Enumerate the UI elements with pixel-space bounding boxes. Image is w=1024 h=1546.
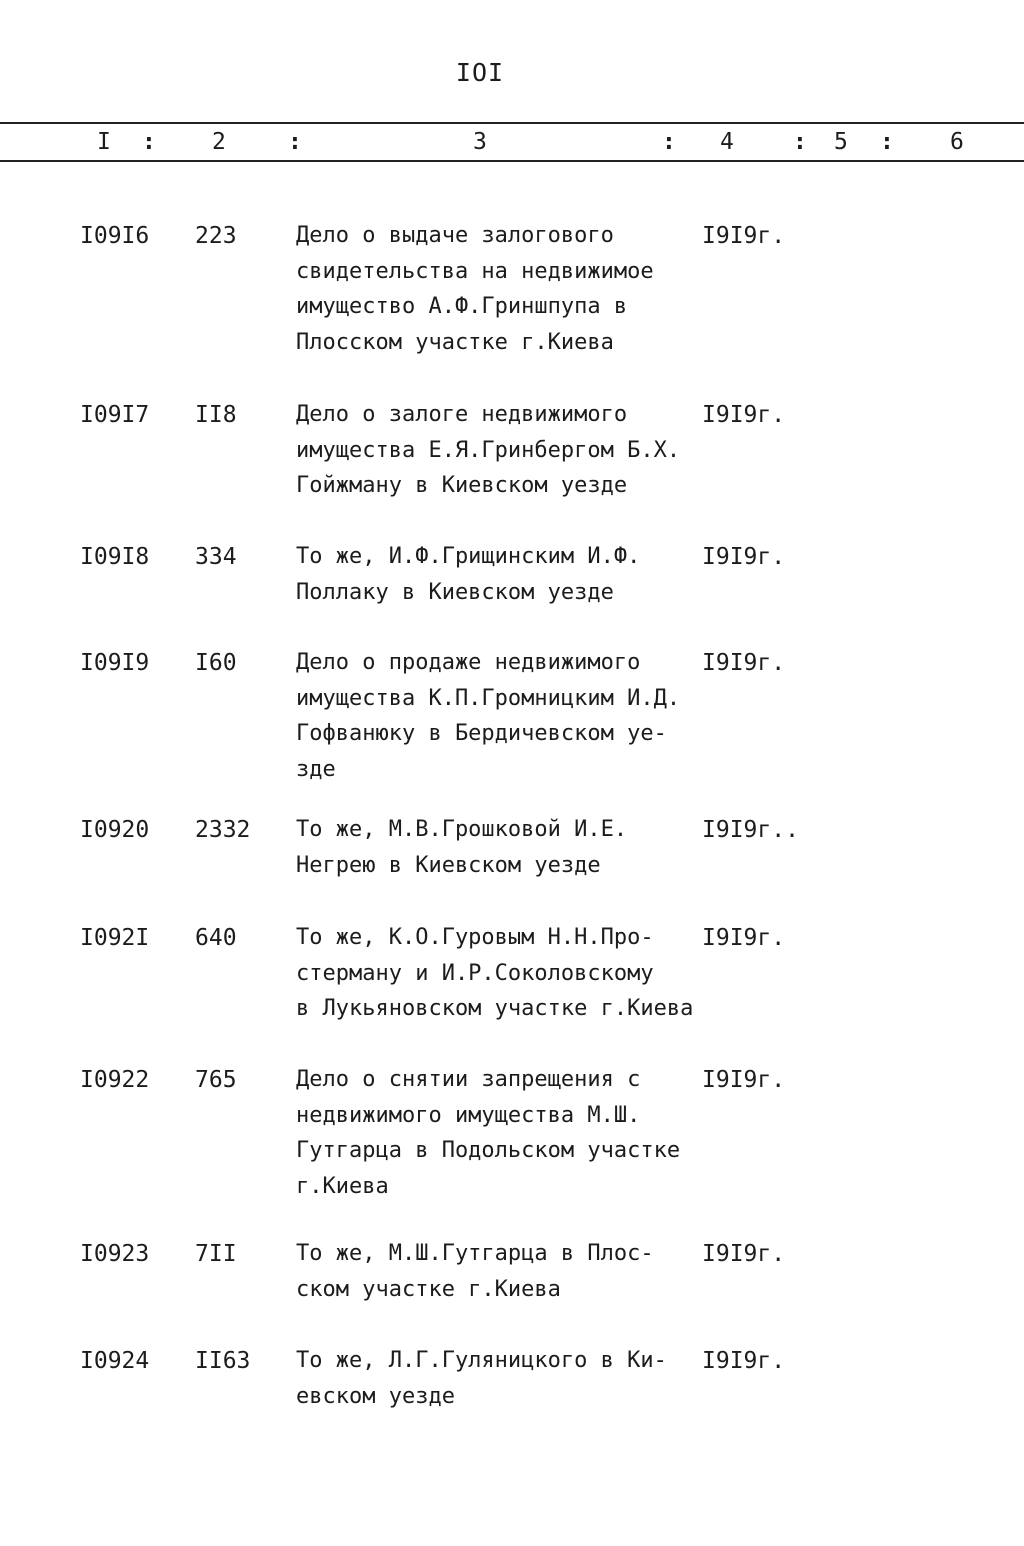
entry-sheet: 223 — [195, 223, 237, 249]
description-line: Дело о продаже недвижимого — [296, 650, 641, 675]
column-header-2: 2 — [212, 129, 226, 155]
description-line: Дело о снятии запрещения с — [296, 1067, 641, 1092]
page-number: IOI — [455, 58, 505, 87]
entry-year: I9I9г. — [702, 1348, 786, 1374]
description-line: Поллаку в Киевском уезде — [296, 579, 614, 605]
description-line: Гойжману в Киевском уезде — [296, 473, 628, 498]
description-line: имущества Е.Я.Гринбергом Б.Х. — [296, 437, 681, 463]
entry-sheet: 7II — [195, 1241, 237, 1267]
column-header-6: 6 — [950, 129, 964, 155]
description-line: зде — [296, 756, 336, 782]
entry-description — [296, 645, 716, 787]
entry-description — [296, 218, 716, 360]
entry-year: I9I9г. — [702, 1241, 786, 1267]
description-line: в Лукьяновском участке г.Киева — [296, 996, 694, 1021]
column-header-4: 4 — [720, 129, 734, 155]
description-line: Гутгарца в Подольском участке — [296, 1138, 681, 1163]
entry-year: I9I9г. — [702, 544, 786, 570]
entry-description — [296, 812, 716, 883]
description-line: То же, К.О.Гуровым Н.Н.Про- — [296, 925, 654, 950]
entry-description — [296, 397, 716, 504]
column-separator: : — [793, 129, 807, 155]
entry-sheet: 765 — [195, 1067, 237, 1093]
entry-number: I0922 — [80, 1067, 150, 1093]
description-line: То же, Л.Г.Гуляницкого в Ки- — [296, 1348, 667, 1373]
entry-sheet: 334 — [195, 544, 237, 570]
column-header-3: 3 — [473, 129, 487, 155]
description-line: Дело о выдаче залогового — [296, 223, 614, 248]
entry-number: I09I8 — [80, 544, 150, 570]
entry-description — [296, 920, 716, 1027]
entry-number: I09I6 — [80, 223, 150, 249]
entry-year: I9I9г. — [702, 1067, 786, 1093]
entry-year: I9I9г. — [702, 402, 786, 428]
description-line: То же, М.В.Грошковой И.Е. — [296, 817, 628, 842]
entry-sheet: 640 — [195, 925, 237, 951]
entry-description — [296, 1343, 716, 1414]
entry-sheet: 2332 — [195, 817, 251, 843]
entry-number: I09I7 — [80, 402, 150, 428]
header-top-rule — [0, 122, 1024, 124]
header-bottom-rule — [0, 160, 1024, 162]
description-line: стерману и И.Р.Соколовскому — [296, 960, 654, 986]
entry-number: I0920 — [80, 817, 150, 843]
entry-sheet: I60 — [195, 650, 237, 676]
description-line: г.Киева — [296, 1173, 389, 1199]
entry-year: I9I9г. — [702, 925, 786, 951]
entry-description — [296, 1062, 716, 1204]
entry-number: I0923 — [80, 1241, 150, 1267]
description-line: недвижимого имущества М.Ш. — [296, 1102, 641, 1128]
description-line: Негрею в Киевском уезде — [296, 852, 601, 878]
description-line: Дело о залоге недвижимого — [296, 402, 628, 427]
entry-description — [296, 539, 716, 610]
entry-number: I09I9 — [80, 650, 150, 676]
entry-number: I0924 — [80, 1348, 150, 1374]
entry-description — [296, 1236, 716, 1307]
description-line: То же, И.Ф.Грищинским И.Ф. — [296, 544, 641, 569]
description-line: ском участке г.Киева — [296, 1276, 561, 1302]
entry-number: I092I — [80, 925, 150, 951]
description-line: евском уезде — [296, 1383, 455, 1409]
column-separator: : — [288, 129, 302, 155]
column-header-5: 5 — [834, 129, 848, 155]
entry-year: I9I9г. — [702, 650, 786, 676]
column-separator: : — [142, 129, 156, 155]
description-line: Гофванюку в Бердичевском уе- — [296, 721, 667, 746]
entry-sheet: II63 — [195, 1348, 251, 1374]
description-line: То же, М.Ш.Гутгарца в Плос- — [296, 1241, 654, 1266]
description-line: Плосском участке г.Киева — [296, 329, 614, 355]
entry-sheet: II8 — [195, 402, 237, 428]
description-line: имущество А.Ф.Гриншпупа в — [296, 294, 628, 319]
column-separator: : — [880, 129, 894, 155]
description-line: имущества К.П.Громницким И.Д. — [296, 685, 681, 711]
column-separator: : — [662, 129, 676, 155]
description-line: свидетельства на недвижимое — [296, 258, 654, 284]
entry-year: I9I9г.. — [702, 817, 799, 843]
entry-year: I9I9г. — [702, 223, 786, 249]
column-header-1: I — [97, 129, 111, 155]
